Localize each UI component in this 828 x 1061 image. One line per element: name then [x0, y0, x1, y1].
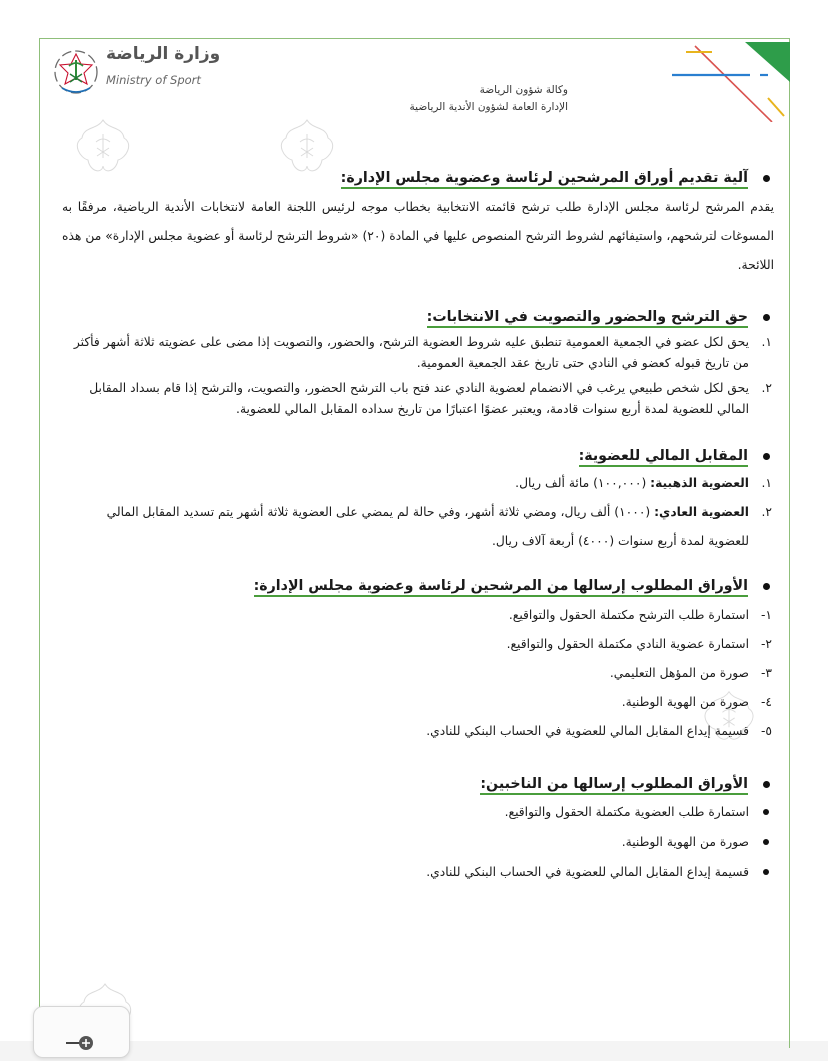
- bullet-list: [62, 797, 774, 887]
- section-heading: الأوراق المطلوب إرسالها من الناخبين:: [62, 776, 774, 795]
- list-item: ٥- قسيمة إيداع المقابل المالي للعضوية في الحساب البنكي للنادي.: [426, 724, 772, 738]
- agency-line-2: الإدارة العامة لشؤون الأندية الرياضية: [409, 101, 568, 113]
- bullet-icon: [763, 314, 770, 321]
- list-item: قسيمة إيداع المقابل المالي للعضوية في الحساب البنكي للنادي.: [62, 857, 774, 887]
- bullet-icon: [763, 175, 770, 182]
- section-heading: الأوراق المطلوب إرسالها من المرشحين لرئاسة وعضوية مجلس الإدارة:: [62, 578, 774, 597]
- add-comment-icon[interactable]: [62, 1031, 102, 1061]
- list-item: ١. يحق لكل عضو في الجمعية العمومية تنطبق عليه شروط العضوية الترشح، والحضور، والتصويت إذا مضى على عضويته ثلاثة أشهر فأكثر من تاريخ قبوله كعضو في النادي حتى تاريخ عقد الجمعية العمومية.: [73, 335, 772, 370]
- list-item: ١. العضوية الذهبية: (١٠٠,٠٠٠) مائة ألف ريال.: [515, 476, 772, 490]
- list-item: استمارة طلب العضوية مكتملة الحقول والتواقيع.: [62, 797, 774, 827]
- agency-line-1: وكالة شؤون الرياضة: [479, 84, 568, 96]
- section-heading: حق الترشح والحضور والتصويت في الانتخابات:: [62, 309, 774, 328]
- numbered-list: [62, 601, 774, 746]
- list-item: ٢. العضوية العادي: (١٠٠٠) ألف ريال، ومضي ثلاثة أشهر، وفي حالة لم يمضي على العضوية ثلاثة أشهر يتم تسديد المقابل المالي للعضوية لمدة أربع سنوات (٤٠٠٠) أربعة آلاف ريال.: [106, 505, 772, 548]
- numbered-list: [62, 332, 774, 420]
- section-paragraph: يقدم المرشح لرئاسة مجلس الإدارة طلب ترشح قائمته الانتخابية بخطاب موجه لرئيس اللجنة العامة لانتخابات الأندية الرياضية، مرفقًا به المسوغات لترشحهم، واستيفائهم لشروط الترشح المنصوص عليها في المادة (٢٠) «شروط الترشح لرئاسة أو عضوية مجلس الإدارة» من هذه اللائحة.: [62, 200, 774, 272]
- watermark-emblem-icon: [72, 116, 134, 178]
- bullet-icon: [763, 781, 770, 788]
- ministry-name-english: Ministry of Sport: [106, 73, 201, 87]
- list-item: صورة من الهوية الوطنية.: [62, 827, 774, 857]
- list-item: ٢- استمارة عضوية النادي مكتملة الحقول والتواقيع.: [506, 637, 772, 651]
- numbered-list: [62, 469, 774, 556]
- corner-decoration-icon: [650, 40, 790, 122]
- floating-toolbar[interactable]: [33, 1006, 130, 1058]
- bullet-icon: [763, 869, 769, 875]
- watermark-emblem-icon: [276, 116, 338, 178]
- list-item: ٢. يحق لكل شخص طبيعي يرغب في الانضمام لعضوية النادي عند فتح باب الترشح الحضور، والتصويت، والترشح إذا قام بسداد المقابل المالي للعضوية لمدة أربع سنوات قادمة، ويعتبر عضوًا اعتبارًا من تاريخ سداده المقابل المالي للعضوية.: [89, 381, 772, 416]
- list-item: ٤- صورة من الهوية الوطنية.: [621, 695, 772, 709]
- bullet-icon: [763, 453, 770, 460]
- document-body: [62, 170, 774, 887]
- list-item: ٣- صورة من المؤهل التعليمي.: [609, 666, 772, 680]
- section-heading: المقابل المالي للعضوية:: [62, 448, 774, 467]
- bullet-icon: [763, 809, 769, 815]
- bullet-icon: [763, 583, 770, 590]
- section-heading: آلية تقديم أوراق المرشحين لرئاسة وعضوية مجلس الإدارة:: [62, 170, 774, 189]
- list-item: ١- استمارة طلب الترشح مكتملة الحقول والتواقيع.: [508, 608, 772, 622]
- agency-block: [410, 82, 568, 116]
- ministry-name-arabic: وزارة الرياضة: [106, 44, 221, 64]
- bullet-icon: [763, 839, 769, 845]
